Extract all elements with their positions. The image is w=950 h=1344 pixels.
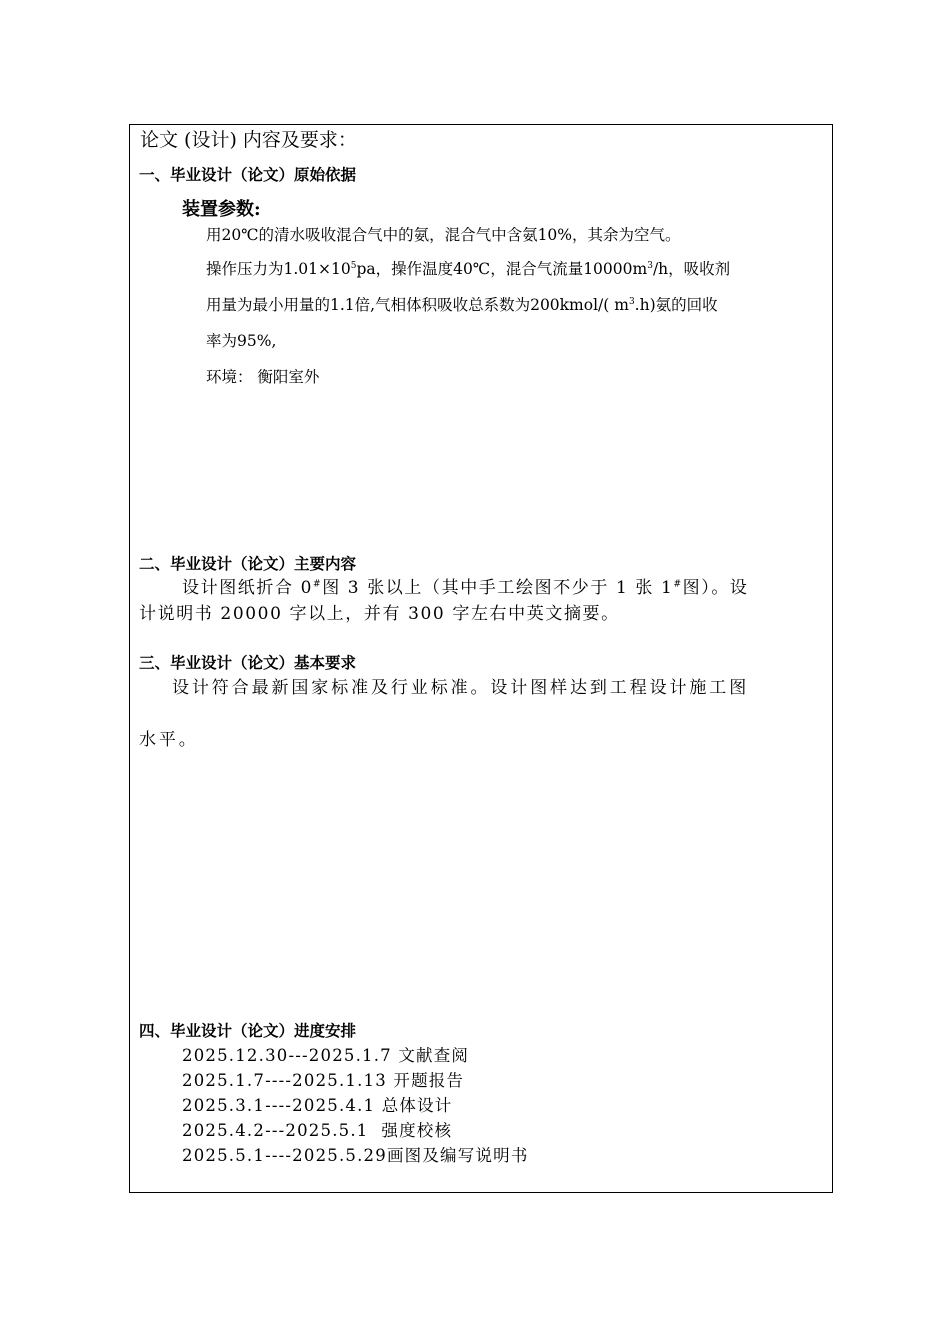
section-2-line-1: 设计图纸折合 0#图 3 张以上（其中手工绘图不少于 1 张 1#图）。设 <box>182 578 749 598</box>
schedule-item: 2025.3.1----2025.4.1 总体设计 <box>182 1096 453 1115</box>
section-3-line-2: 水平。 <box>139 730 199 750</box>
schedule-item: 2025.4.2---2025.5.1 强度校核 <box>182 1121 453 1140</box>
section-1-line-3: 用量为最小用量的1.1倍,气相体积吸收总系数为200kmol/( $m^3.h$)氨的回收 <box>206 296 718 314</box>
section-2-line-2: 计说明书 20000 字以上，并有 300 字左右中英文摘要。 <box>139 604 620 624</box>
section-3-heading: 三、毕业设计（论文）基本要求 <box>139 654 357 672</box>
section-1-heading: 一、毕业设计（论文）原始依据 <box>139 166 357 184</box>
schedule-item: 2025.12.30---2025.1.7 文献查阅 <box>182 1046 470 1065</box>
section-3-line-1: 设计符合最新国家标准及行业标准。设计图样达到工程设计施工图 <box>172 678 750 698</box>
section-1-line-5: 环境： 衡阳室外 <box>206 368 320 386</box>
section-1-line-2: 操作压力为$1.01\times 10^5pa$，操作温度40℃，混合气流量$10000m^3/h$，吸收剂 <box>206 260 731 278</box>
section-4-heading: 四、毕业设计（论文）进度安排 <box>139 1022 357 1040</box>
requirements-form-box <box>129 124 833 1193</box>
device-params-heading: 装置参数: <box>182 199 261 220</box>
section-1-line-1: 用20℃的清水吸收混合气中的氨，混合气中含氨10%，其余为空气。 <box>206 226 681 244</box>
schedule-item: 2025.5.1----2025.5.29画图及编写说明书 <box>182 1146 529 1165</box>
form-title: 论文 (设计) 内容及要求： <box>140 129 357 151</box>
section-1-line-4: 率为95%, <box>206 332 277 350</box>
section-2-heading: 二、毕业设计（论文）主要内容 <box>139 555 357 573</box>
schedule-item: 2025.1.7----2025.1.13 开题报告 <box>182 1071 465 1090</box>
